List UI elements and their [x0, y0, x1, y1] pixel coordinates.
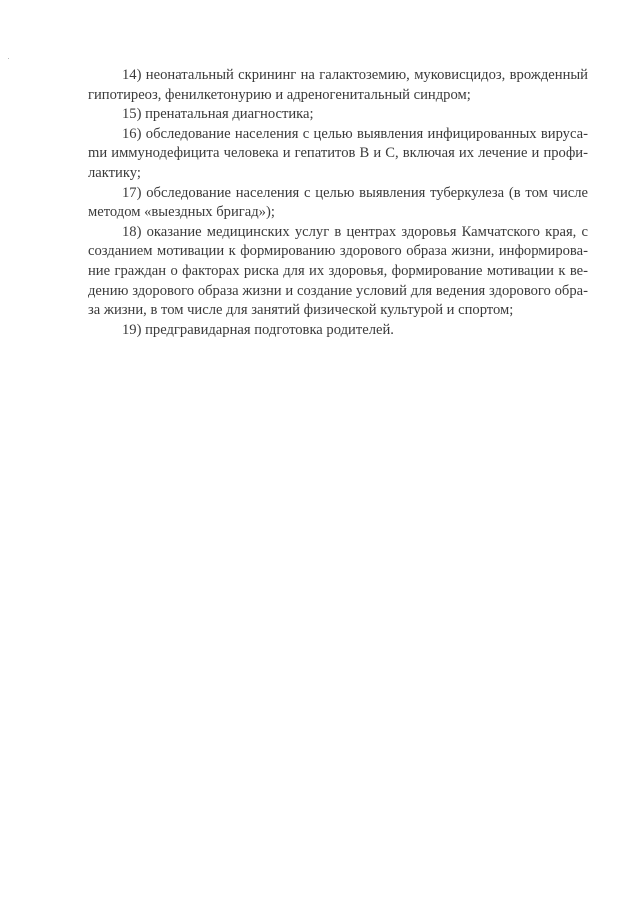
list-item-19: 19) предгравидарная подготовка родителей.	[122, 321, 394, 338]
list-item-14: 14) неонатальный скрининг на галактоземию, муковисцидоз, врожденный гипотиреоз, фенилкетонурию и адреногенитальный синдром;	[88, 67, 588, 103]
list-item-18: 18) оказание медицинских услуг в центрах здоровья Камчатского края, с созданием мотивации к формированию здорового образа жизни, информирование граждан о факторах риска для их здоровья, формирование мотивации к ведению здорового образа жизни и создание условий для ведения здорового образа жизни, в том числе для занятий физической культурой и спортом;	[88, 223, 588, 319]
list-item-16: 16) обследование населения с целью выявления инфицированных вирусаmи иммунодефицита человека и гепатитов В и С, включая их лечение и профилактику;	[88, 125, 588, 181]
document-body	[88, 66, 588, 340]
list-item-15: 15) пренатальная диагностика;	[122, 106, 314, 123]
list-item-17: 17) обследование населения с целью выявления туберкулеза (в том числе методом «выездных бригад»);	[88, 184, 588, 221]
scan-speck	[8, 58, 9, 59]
